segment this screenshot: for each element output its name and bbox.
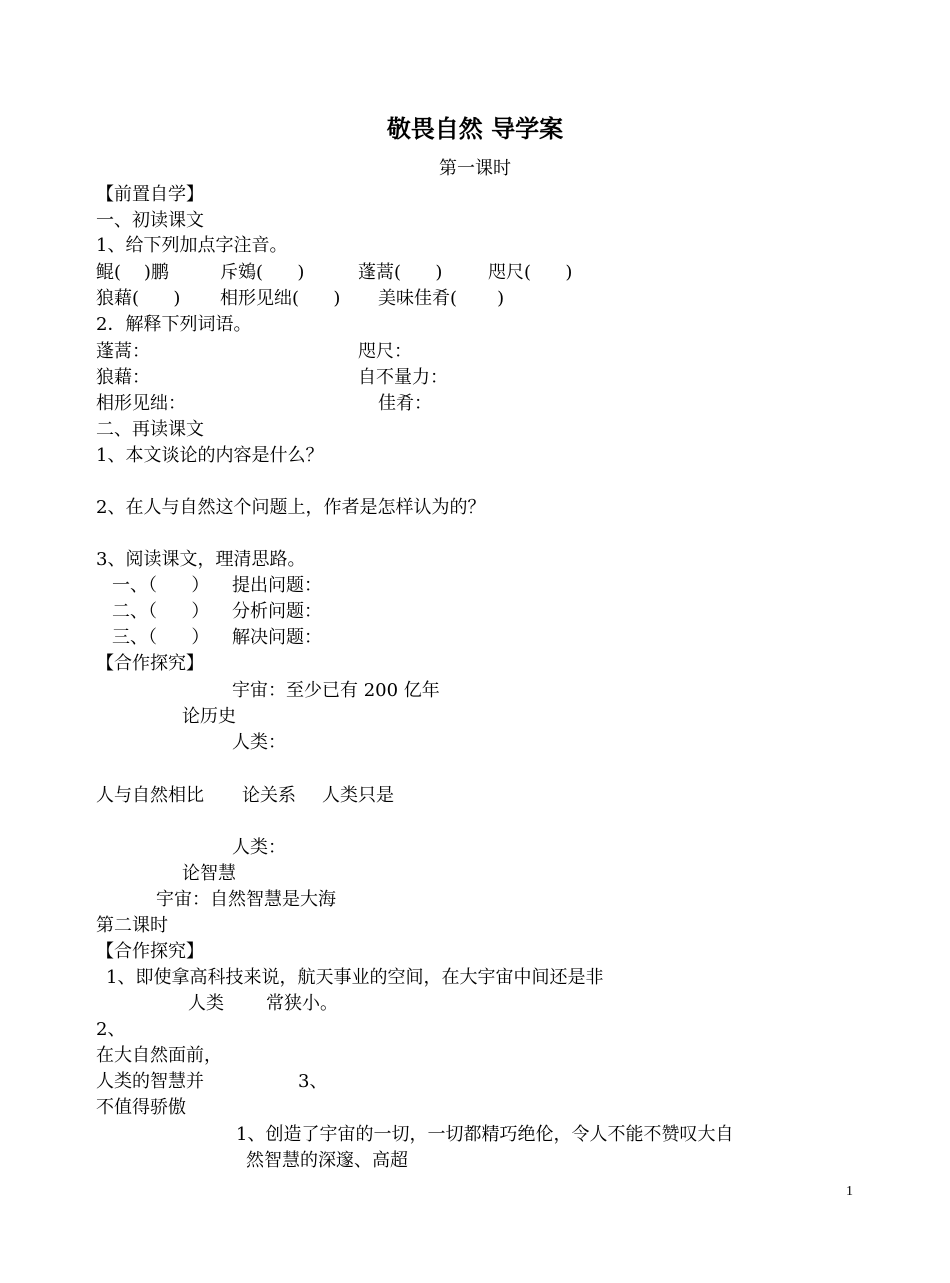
text-line: 宇宙：自然智慧是大海 [156, 889, 336, 910]
text-line: 人与自然相比 [96, 785, 204, 806]
text-line: 二、再读课文 [96, 419, 204, 440]
text-line: 斥鴳( ) [220, 262, 305, 283]
text-line: 2、在人与自然这个问题上，作者是怎样认为的？ [96, 497, 486, 518]
text-line: 咫尺( ) [488, 262, 573, 283]
page-number: 1 [846, 1184, 853, 1199]
page-title: 敬畏自然 导学案 [386, 114, 564, 143]
text-line: 三、（ ） [112, 627, 210, 648]
text-line: 自不量力： [358, 367, 448, 388]
text-line: 1、即使拿高科技来说，航天事业的空间，在大宇宙中间还是非 [106, 967, 604, 988]
text-line: 相形见绌( ) [220, 288, 341, 309]
text-line: 1、给下列加点字注音。 [96, 235, 288, 256]
text-line: 咫尺： [358, 341, 412, 362]
text-line: 人类： [232, 732, 286, 753]
text-line: 【前置自学】 [96, 184, 204, 205]
page-subtitle: 第一课时 [439, 158, 511, 179]
text-line: 2、 [96, 1019, 126, 1040]
text-line: 佳肴： [378, 393, 432, 414]
text-line: 3、阅读课文，理清思路。 [96, 549, 306, 570]
text-line: 相形见绌： [96, 393, 186, 414]
text-line: 3、 [298, 1071, 328, 1092]
text-line: 二、（ ） [112, 601, 210, 622]
text-line: 提出问题： [232, 575, 322, 596]
text-line: 美味佳肴( ) [378, 288, 505, 309]
text-line: 不值得骄傲 [96, 1097, 186, 1118]
text-line: 蓬蒿： [96, 341, 150, 362]
text-line: 论关系 [242, 785, 296, 806]
text-line: 分析问题： [232, 601, 322, 622]
text-line: 2．解释下列词语。 [96, 314, 252, 335]
text-line: 然智慧的深邃、高超 [246, 1150, 408, 1171]
text-line: 【合作探究】 [96, 941, 204, 962]
text-line: 宇宙：至少已有 200 亿年 [232, 680, 440, 701]
text-line: 狼藉： [96, 367, 150, 388]
text-line: 一、初读课文 [96, 210, 204, 231]
text-line: 论历史 [182, 706, 236, 727]
text-line: 人类 [188, 993, 224, 1014]
text-line: 1、创造了宇宙的一切，一切都精巧绝伦，令人不能不赞叹大自 [236, 1124, 734, 1145]
text-line: 在大自然面前， [96, 1045, 222, 1066]
text-line: 蓬蒿( ) [358, 262, 443, 283]
text-line: 人类只是 [322, 785, 394, 806]
text-line: 一、（ ） [112, 575, 210, 596]
text-line: 解决问题： [232, 627, 322, 648]
text-line: 人类的智慧并 [96, 1071, 204, 1092]
text-line: 论智慧 [182, 863, 236, 884]
text-line: 第二课时 [96, 915, 168, 936]
text-line: 1、本文谈论的内容是什么？ [96, 445, 324, 466]
text-line: 鲲( )鹏 [96, 262, 169, 283]
text-line: 常狭小。 [266, 993, 338, 1014]
text-line: 狼藉( ) [96, 288, 181, 309]
text-line: 【合作探究】 [96, 653, 204, 674]
text-line: 人类： [232, 837, 286, 858]
